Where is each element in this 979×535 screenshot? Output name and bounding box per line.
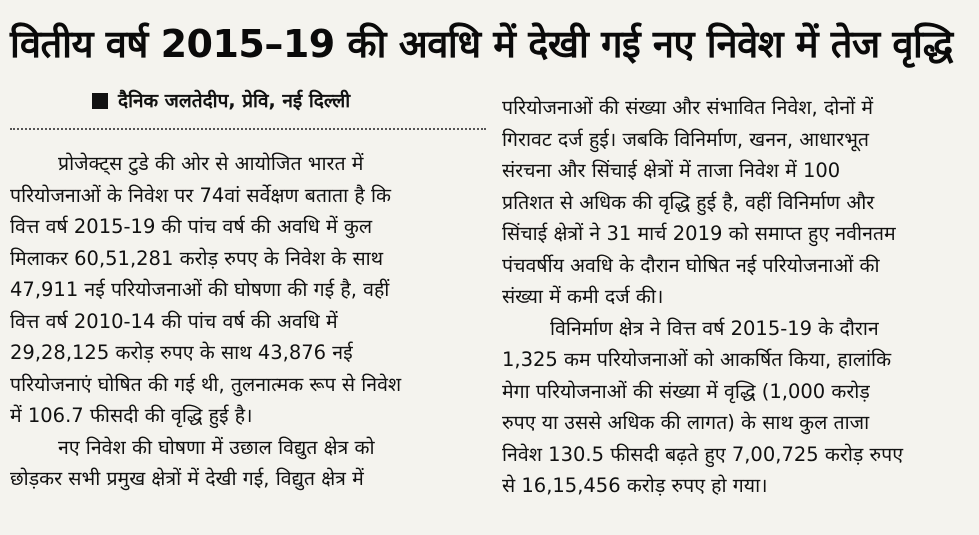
right-line-3: संरचना और सिंचाई क्षेत्रों में ताजा निवेश में 100 bbox=[502, 159, 841, 182]
right-line-7: संख्या में कमी दर्ज की। bbox=[502, 285, 664, 308]
left-line-8: परियोजनाएं घोषित की गई थी, तुलनात्मक रूप से निवेश bbox=[10, 372, 402, 396]
right-line-13: से 16,15,456 करोड़ रुपए हो गया। bbox=[502, 474, 768, 497]
right-line-10: मेगा परियोजनाओं की संख्या में वृद्धि (1,000 करोड़ bbox=[502, 379, 870, 403]
right-line-4: प्रतिशत से अधिक की वृद्धि हुई है, वहीं विनिर्माण और bbox=[502, 190, 875, 214]
right-line-5: सिंचाई क्षेत्रों ने 31 मार्च 2019 को समाप्त हुए नवीनतम bbox=[502, 222, 896, 245]
left-line-4: मिलाकर 60,51,281 करोड़ रुपए के निवेश के साथ bbox=[10, 246, 384, 270]
left-line-1: प्रोजेक्ट्स टुडे की ओर से आयोजित भारत में bbox=[58, 152, 364, 175]
left-line-3: वित्त वर्ष 2015-19 की पांच वर्ष की अवधि में कुल bbox=[10, 215, 373, 238]
left-line-9: में 106.7 फीसदी की वृद्धि हुई है। bbox=[10, 404, 253, 427]
left-column bbox=[10, 148, 476, 495]
right-line-12: निवेश 130.5 फीसदी बढ़ते हुए 7,00,725 करोड़ रुपए bbox=[502, 442, 904, 466]
right-line-9: 1,325 कम परियोजनाओं को आकर्षित किया, हालांकि bbox=[502, 348, 892, 371]
left-line-2: परियोजनाओं के निवेश पर 74वां सर्वेक्षण बताता है कि bbox=[10, 183, 391, 207]
right-line-8: विनिर्माण क्षेत्र ने वित्त वर्ष 2015-19 के दौरान bbox=[550, 316, 879, 340]
headline: वितीय वर्ष 2015–19 की अवधि में देखी गई नए निवेश में तेज वृद्धि bbox=[10, 22, 953, 66]
byline-text: दैनिक जलतेदीप, प्रेवि, नई दिल्ली bbox=[118, 90, 351, 112]
left-line-10: नए निवेश की घोषणा में उछाल विद्युत क्षेत्र को bbox=[58, 435, 375, 459]
right-line-11: रुपए या उससे अधिक की लागत) के साथ कुल ताजा bbox=[502, 411, 870, 434]
left-line-5: 47,911 नई परियोजनाओं की घोषणा की गई है, वहीं bbox=[10, 278, 390, 301]
left-line-7: 29,28,125 करोड़ रुपए के साथ 43,876 नई bbox=[10, 341, 353, 364]
left-line-11: छोड़कर सभी प्रमुख क्षेत्रों में देखी गई, विद्युत क्षेत्र में bbox=[10, 467, 364, 490]
bullet-square-icon bbox=[92, 93, 108, 109]
right-line-6: पंचवर्षीय अवधि के दौरान घोषित नई परियोजनाओं की bbox=[502, 253, 880, 277]
right-column bbox=[502, 92, 968, 502]
left-line-6: वित्त वर्ष 2010-14 की पांच वर्ष की अवधि में bbox=[10, 309, 338, 333]
byline bbox=[92, 88, 350, 114]
dotted-divider bbox=[10, 128, 486, 130]
right-line-1: परियोजनाओं की संख्या और संभावित निवेश, दोनों में bbox=[502, 96, 874, 119]
right-line-2: गिरावट दर्ज हुई। जबकि विनिर्माण, खनन, आधारभूत bbox=[502, 127, 870, 151]
